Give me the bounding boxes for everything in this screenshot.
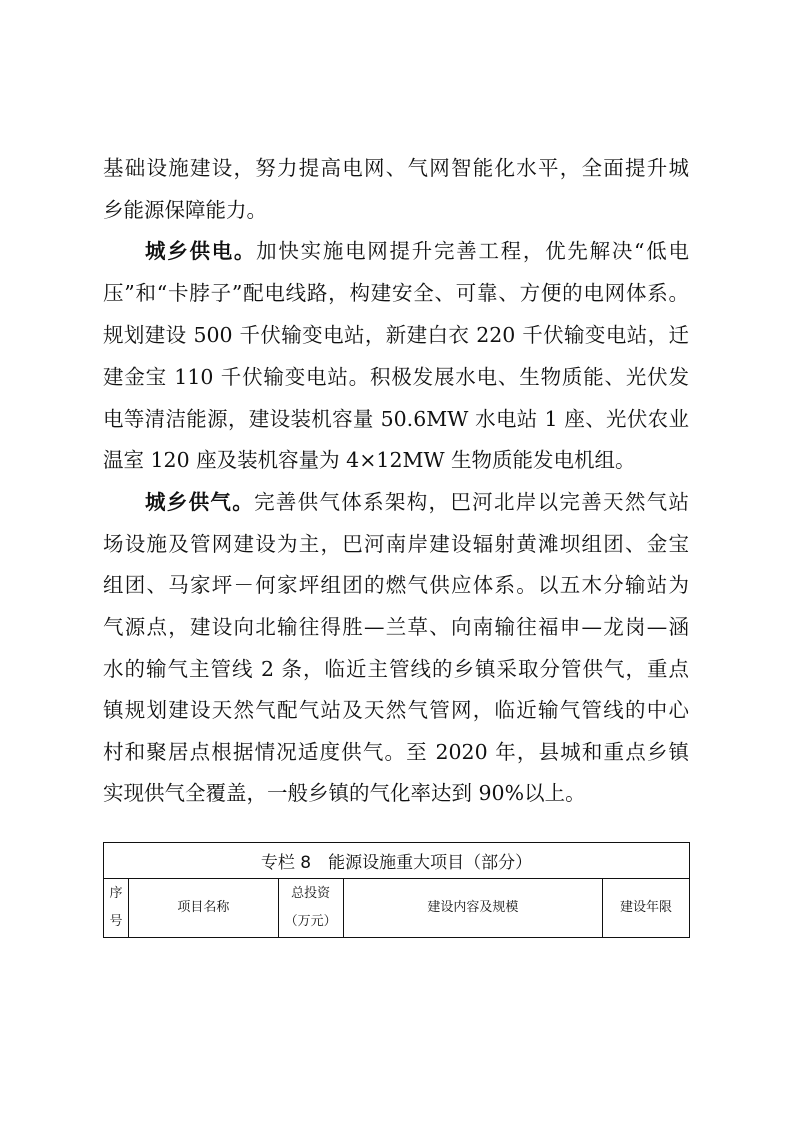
header-seq bbox=[104, 879, 129, 938]
text-line: 建金宝 110 千伏输变电站。积极发展水电、生物质能、光伏发 bbox=[103, 365, 689, 389]
section-heading: 城乡供气。 bbox=[145, 490, 255, 514]
text-span: 完善供气体系架构，巴河北岸以完善天然气站 bbox=[254, 490, 689, 514]
text-line: 组团、马家坪－何家坪组团的燃气供应体系。以五木分输站为 bbox=[103, 573, 689, 597]
text-line: 场设施及管网建设为主，巴河南岸建设辐射黄滩坝组团、金宝 bbox=[103, 532, 689, 556]
text-line: 气源点，建设向北输往得胜—兰草、向南输往福申—龙岗—涵 bbox=[103, 615, 689, 639]
section-heading: 城乡供电。 bbox=[145, 239, 257, 263]
text-line: 规划建设 500 千伏输变电站，新建白衣 220 千伏输变电站，迁 bbox=[103, 323, 689, 347]
header-content: 建设内容及规模 bbox=[343, 879, 603, 938]
text-line: 基础设施建设，努力提高电网、气网智能化水平，全面提升城 bbox=[103, 156, 689, 180]
table-title: 专栏 8 能源设施重大项目（部分） bbox=[104, 843, 690, 879]
header-text: 号 bbox=[109, 914, 123, 929]
header-investment bbox=[278, 879, 343, 938]
text-line: 电等清洁能源，建设装机容量 50.6MW 水电站 1 座、光伏农业 bbox=[103, 407, 689, 431]
text-line bbox=[145, 236, 689, 266]
text-line: 村和聚居点根据情况适度供气。至 2020 年，县城和重点乡镇 bbox=[103, 740, 689, 764]
text-line bbox=[145, 487, 689, 517]
text-line: 镇规划建设天然气配气站及天然气管网，临近输气管线的中心 bbox=[103, 698, 689, 722]
text-line: 压”和“卡脖子”配电线路，构建安全、可靠、方便的电网体系。 bbox=[103, 281, 689, 305]
header-text: 总投资 bbox=[291, 886, 331, 901]
header-name: 项目名称 bbox=[128, 879, 278, 938]
header-period: 建设年限 bbox=[603, 879, 690, 938]
text-span: 加快实施电网提升完善工程，优先解决“低电 bbox=[256, 239, 690, 263]
table-title-row bbox=[104, 843, 690, 879]
text-line: 乡能源保障能力。 bbox=[103, 198, 267, 222]
header-text: （万元） bbox=[284, 914, 337, 929]
table-header-row bbox=[104, 879, 690, 938]
text-line: 实现供气全覆盖，一般乡镇的气化率达到 90%以上。 bbox=[103, 781, 586, 805]
text-line: 水的输气主管线 2 条，临近主管线的乡镇采取分管供气，重点 bbox=[103, 657, 689, 681]
text-line: 温室 120 座及装机容量为 4×12MW 生物质能发电机组。 bbox=[103, 448, 636, 472]
energy-projects-table bbox=[103, 842, 690, 938]
header-text: 序 bbox=[109, 886, 123, 901]
